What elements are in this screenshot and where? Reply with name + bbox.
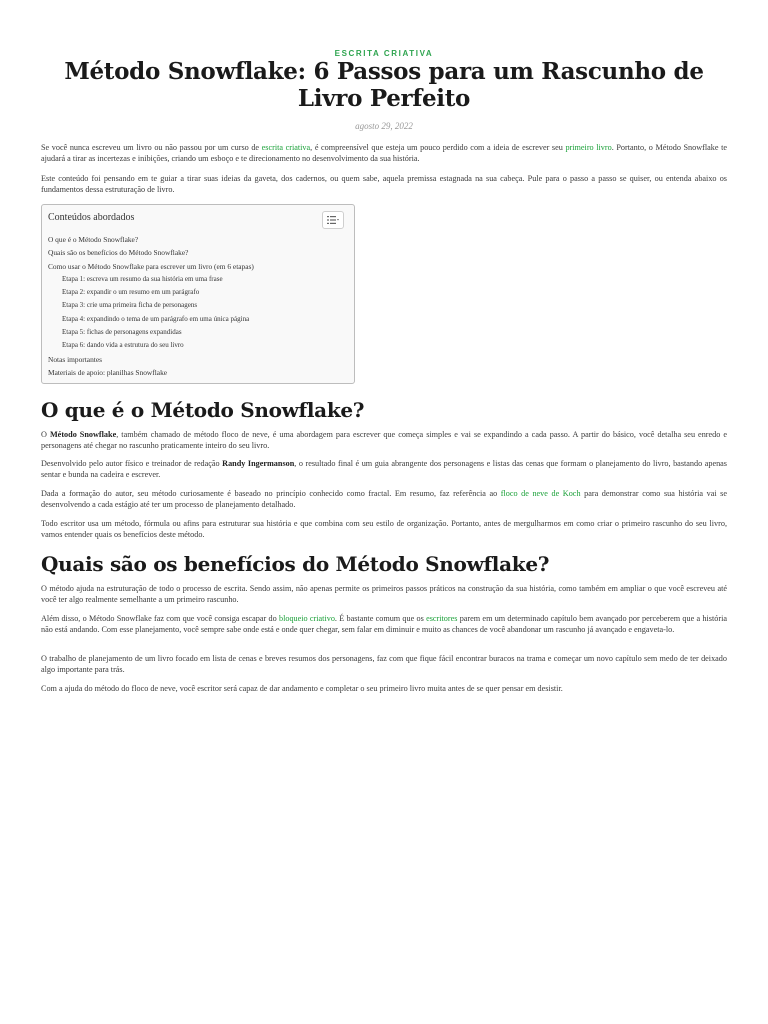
text-span: Além disso, o Método Snowflake faz com que você consiga escapar do xyxy=(41,614,279,623)
toc-subitem[interactable]: Etapa 2: expandir o um resumo em um parágrafo xyxy=(62,288,200,297)
toc-toggle-button[interactable] xyxy=(322,211,344,229)
toc-subitem[interactable]: Etapa 3: crie uma primeira ficha de personagens xyxy=(62,301,198,310)
table-of-contents xyxy=(41,204,355,384)
section1-paragraph-3 xyxy=(41,489,727,510)
article-title: Método Snowflake: 6 Passos para um Rascunho de Livro Perfeito xyxy=(64,58,704,112)
section-heading-what-is: O que é o Método Snowflake? xyxy=(41,398,365,422)
link-floco-de-neve-koch[interactable]: floco de neve de Koch xyxy=(500,489,581,498)
text-span: Desenvolvido pelo autor físico e treinador de redação xyxy=(41,459,223,468)
text-span: Se você nunca escreveu um livro ou não passou por um curso de xyxy=(41,143,262,152)
section2-paragraph-1: O método ajuda na estruturação de todo o processo de escrita. Sendo assim, não apenas permite os primeiros passos práticos na construção da sua história, como também em ampliar o que você escreveu até você ter algo realmente semelhante a um primeiro rascunho. xyxy=(41,584,727,604)
intro-paragraph-1 xyxy=(41,143,727,164)
section2-paragraph-3: O trabalho de planejamento de um livro focado em lista de cenas e breves resumos dos personagens, faz com que fique fácil encontrar buracos na trama e começar um novo capítulo sem medo de ter deixado algo importante para trás. xyxy=(41,654,727,674)
text-span: para demonstrar como sua história vai se desenvolvendo a cada estágio até ter um processo de planejamento detalhado. xyxy=(41,489,728,509)
article-date: agosto 29, 2022 xyxy=(355,121,413,131)
text-span: , é compreensível que esteja um pouco perdido com a ideia de escrever seu xyxy=(310,143,566,152)
link-escrita-criativa[interactable]: escrita criativa xyxy=(261,143,311,152)
toc-list xyxy=(48,233,348,379)
link-escritores[interactable]: escritores xyxy=(426,614,458,623)
text-span: , o resultado final é um guia abrangente dos personagens e listas das cenas que formam o planejamento do livro, bastando apenas sentar e bunda na cadeira e escrever. xyxy=(41,459,727,479)
bold-text: Randy Ingermanson xyxy=(222,459,295,468)
toc-title: Conteúdos abordados xyxy=(48,212,135,223)
section1-paragraph-2 xyxy=(41,459,727,480)
toc-item[interactable]: O que é o Método Snowflake? xyxy=(48,235,139,244)
toc-subitem[interactable]: Etapa 5: fichas de personagens expandidas xyxy=(62,328,182,337)
text-span: parem em um determinado capítulo bem avançado por perceberem que a história não está andando. Com esse planejamento, você sempre sabe onde está e onde quer chegar, sem falar em diminuir e muito as chances de você abandonar um rascunho já avançado e engaveta-lo. xyxy=(41,614,727,634)
section2-paragraph-2 xyxy=(41,614,727,635)
link-bloqueio-criativo[interactable]: bloqueio criativo xyxy=(278,614,335,623)
section1-paragraph-1 xyxy=(41,430,727,451)
text-span: . Portanto, o Método Snowflake te ajudará a tirar as incertezas e inibições, criando um esboço e te direcionamento no desenvolvimento da sua história. xyxy=(41,143,728,163)
intro-paragraph-2: Este conteúdo foi pensando em te guiar a tirar suas ideias da gaveta, dos cadernos, ou quem sabe, aquela premissa estagnada na sua cabeça. Pule para o passo a passo se quiser, ou entenda abaixo os fundamentos dessa estruturação de livro. xyxy=(41,174,727,194)
section2-paragraph-4: Com a ajuda do método do floco de neve, você escritor será capaz de dar andamento e completar o seu primeiro livro muita antes de se quer pensar em desistir. xyxy=(41,684,563,693)
toc-item[interactable]: Como usar o Método Snowflake para escrever um livro (em 6 etapas) xyxy=(48,261,254,271)
list-toggle-icon xyxy=(326,215,340,225)
category-link[interactable]: ESCRITA CRIATIVA xyxy=(334,49,434,58)
toc-subitem[interactable]: Etapa 6: dando vida a estrutura do seu livro xyxy=(62,341,184,350)
toc-item[interactable]: Notas importantes xyxy=(48,354,102,364)
toc-subitem[interactable]: Etapa 1: escreva um resumo da sua história em uma frase xyxy=(62,274,223,283)
text-span: O xyxy=(41,430,50,439)
section-heading-benefits: Quais são os benefícios do Método Snowflake? xyxy=(41,552,550,576)
bold-text: Método Snowflake xyxy=(49,430,117,439)
link-primeiro-livro[interactable]: primeiro livro xyxy=(565,143,612,152)
text-span: , também chamado de método floco de neve, é uma abordagem para escrever que começa simples e vai se expandindo a cada passo. A partir do básico, você detalha seu enredo e personagens até chegar no rascunho praticamente inteiro do seu livro. xyxy=(41,430,727,450)
toc-item[interactable]: Quais são os benefícios do Método Snowflake? xyxy=(48,248,189,258)
toc-subitem[interactable]: Etapa 4: expandindo o tema de um parágrafo em uma única página xyxy=(62,314,250,323)
toc-item[interactable]: Materiais de apoio: planilhas Snowflake xyxy=(48,367,168,377)
text-span: . É bastante comum que os xyxy=(334,614,427,623)
text-span: Dada a formação do autor, seu método curiosamente é baseado no princípio conhecido como fractal. Em resumo, faz referência ao xyxy=(41,489,501,498)
section1-paragraph-4: Todo escritor usa um método, fórmula ou afins para estruturar sua história e que combina com seu estilo de organização. Portanto, antes de mergulharmos em como criar o primeiro rascunho do seu livro, vamos entender quais os benefícios deste método. xyxy=(41,519,727,539)
